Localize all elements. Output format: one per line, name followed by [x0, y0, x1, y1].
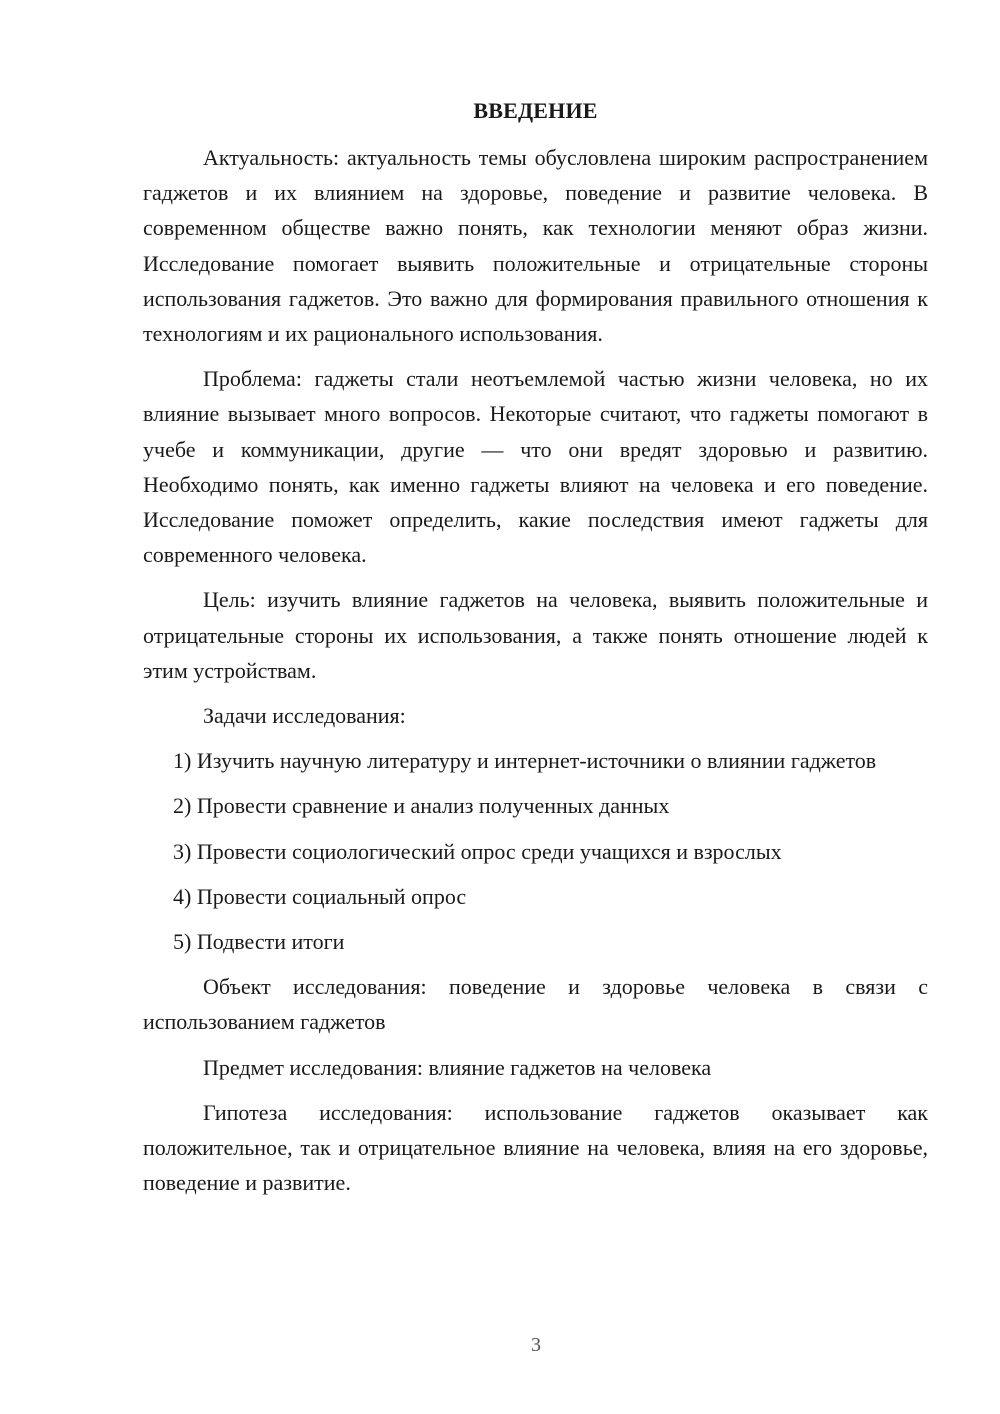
hypothesis-paragraph: Гипотеза исследования: использование гаджетов оказывает как положительное, так и отрицательное влияние на человека, влияя на его здоровье, поведение и развитие.	[143, 1099, 928, 1196]
tasks-title: Задачи исследования:	[203, 703, 406, 729]
task-item-3: 3) Провести социологический опрос среди учащихся и взрослых	[173, 838, 782, 864]
object-paragraph: Объект исследования: поведение и здоровье человека в связи с использованием гаджетов	[143, 974, 928, 1035]
task-item-2: 2) Провести сравнение и анализ полученных данных	[173, 793, 670, 819]
task-item-5: 5) Подвести итоги	[173, 929, 345, 955]
subject-paragraph: Предмет исследования: влияние гаджетов на человека	[203, 1054, 712, 1080]
page-body	[143, 96, 928, 1210]
task-item-4: 4) Провести социальный опрос	[173, 883, 467, 909]
page-title: ВВЕДЕНИЕ	[473, 98, 598, 123]
page-number: 3	[531, 1334, 541, 1356]
task-item-1: 1) Изучить научную литературу и интернет-источники о влиянии гаджетов	[173, 748, 877, 774]
problem-paragraph: Проблема: гаджеты стали неотъемлемой частью жизни человека, но их влияние вызывает много вопросов. Некоторые считают, что гаджеты помогают в учебе и коммуникации, другие — что они вредят здоровью и развитию. Необходимо понять, как именно гаджеты влияют на человека и его поведение. Исследование поможет определить, какие последствия имеют гаджеты для современного человека.	[143, 366, 928, 568]
goal-paragraph: Цель: изучить влияние гаджетов на человека, выявить положительные и отрицательные стороны их использования, а также понять отношение людей к этим устройствам.	[143, 587, 928, 683]
relevance-paragraph: Актуальность: актуальность темы обусловлена широким распространением гаджетов и их влиянием на здоровье, поведение и развитие человека. В современном обществе важно понять, как технологии меняют образ жизни. Исследование помогает выявить положительные и отрицательные стороны использования гаджетов. Это важно для формирования правильного отношения к технологиям и их рационального использования.	[143, 145, 928, 347]
